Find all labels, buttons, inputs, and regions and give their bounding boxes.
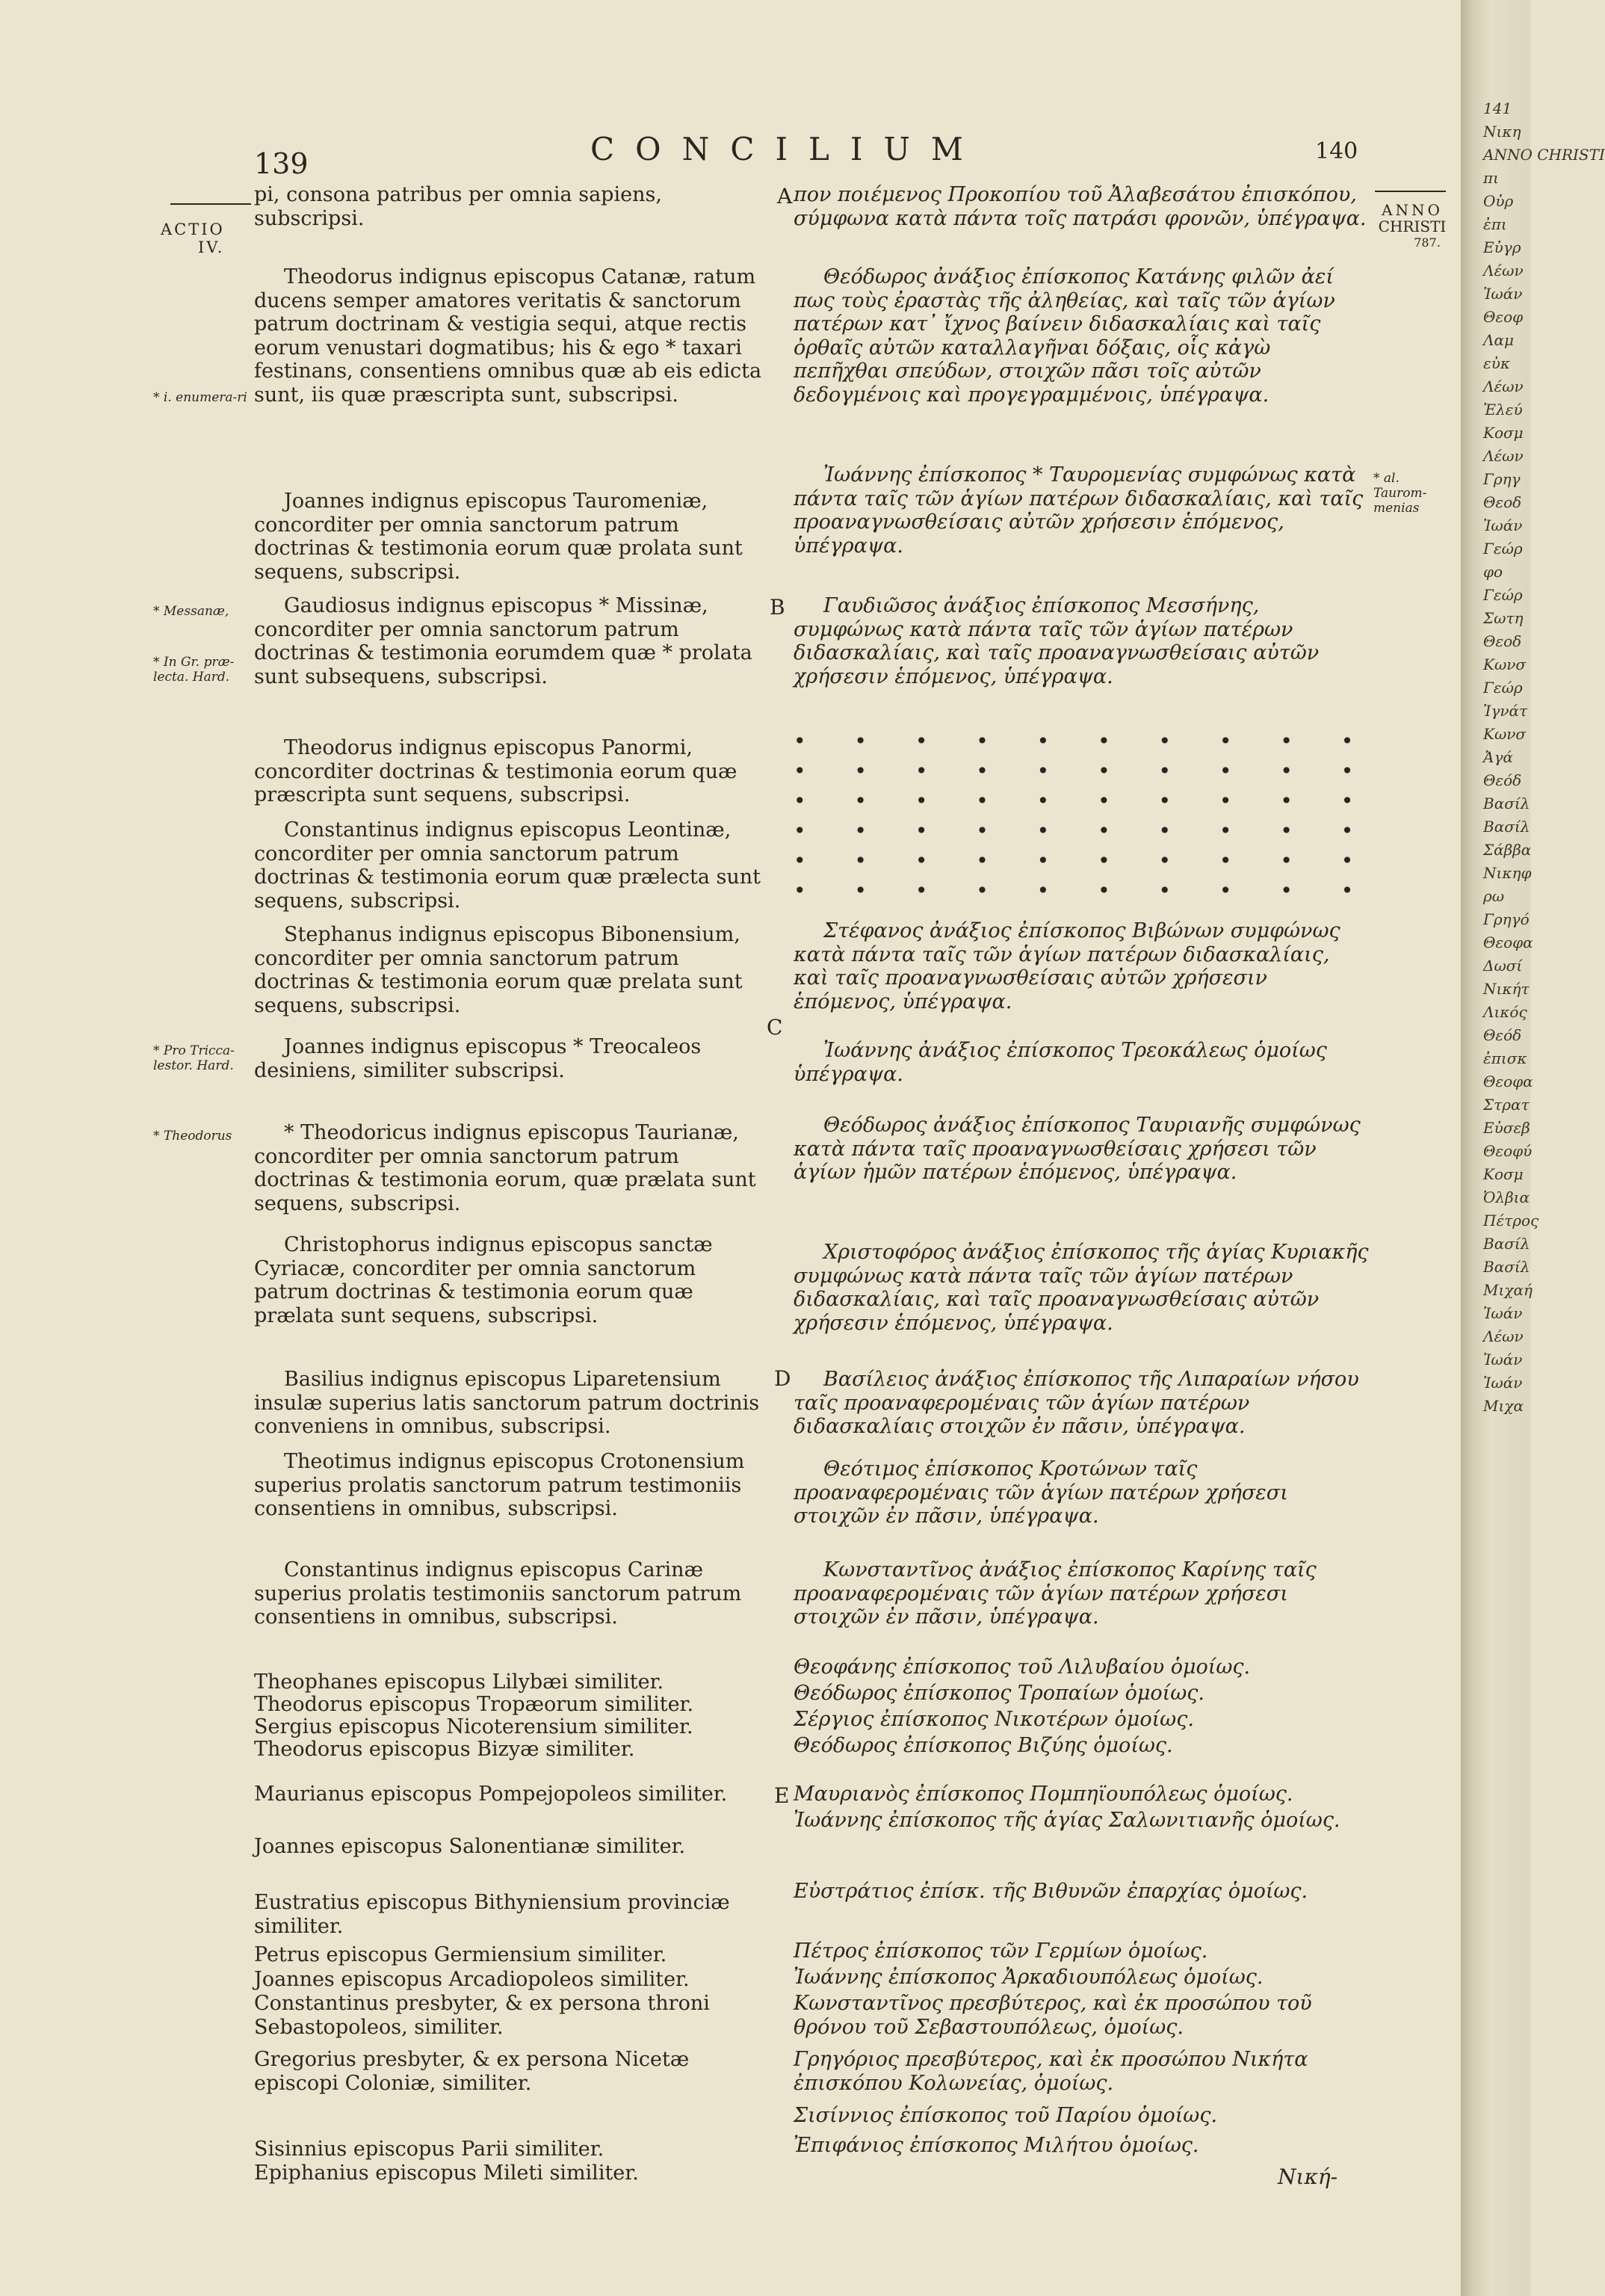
next-page-fragment: Κωνσ [1483,725,1527,743]
next-page-fragment: ἐπισκ [1483,1049,1527,1067]
latin-paragraph: Epiphanius episcopus Mileti similiter. [254,2161,639,2185]
next-page-fragment: Ἰγνάτ [1483,702,1528,720]
latin-paragraph: Theophanes episcopus Lilybæi similiter. [254,1670,664,1694]
actio-label: ACTIO IV. [161,220,225,256]
dot-row: • • • • • • • • • • [794,729,1354,753]
next-page-fragment: Γεώρ [1483,586,1523,604]
section-marker-b: B [770,595,785,620]
next-page-fragment: Γεώρ [1483,540,1523,558]
next-page-fragment: Στρατ [1483,1096,1530,1114]
greek-paragraph: Χριστοφόρος ἀνάξιος ἐπίσκοπος τῆς ἁγίας Κυριακῆς συμφώνως κατὰ πάντα ταῖς τῶν ἁγίων πατέρων διδασκαλίαις, καὶ ταῖς προαναγνωσθείσαις αὐτῶν χρήσεσιν ἑπόμενος, ὑπέγραψα. [794,1241,1369,1335]
latin-paragraph: Theodorus indignus episcopus Catanæ, ratum ducens semper amatores veritatis & sanctorum patrum doctrinam & vestigia sequi, atque rectis eorum venustari dogmatibus; his & ego * taxari festinans, consentiens omnibus quæ ab eis edicta sunt, iis quæ præscripta sunt, subscripsi. [254,265,762,407]
next-page-fragment: Κωνσ [1483,655,1527,673]
anno-christi-label: ANNO CHRISTI 787. [1378,201,1447,250]
greek-paragraph: πον ποιέμενος Προκοπίου τοῦ Ἀλαβεσάτου ἐπισκόπου, σύμφωνα κατὰ πάντα τοῖς πατράσι φρονῶν, ὑπέγραψα. [794,183,1367,230]
section-marker-a: A [777,184,793,209]
header-rule-right [1375,191,1446,192]
next-page-fragment: Δωσί [1483,957,1523,975]
margin-note: * Theodorus [153,1129,232,1144]
latin-paragraph: Eustratius episcopus Bithyniensium provinciæ similiter. [254,1891,730,1938]
greek-paragraph: Θεόδωρος ἐπίσκοπος Βιζύης ὁμοίως. [794,1734,1173,1757]
next-page-fragment: Σωτη [1483,609,1524,627]
latin-paragraph: * Theodoricus indignus episcopus Taurianæ, concorditer per omnia sanctorum patrum doctrinas & testimonia eorum, quæ prælata sunt sequens, subscripsi. [254,1121,756,1215]
greek-paragraph: Κωνσταντῖνος ἀνάξιος ἐπίσκοπος Καρίνης ταῖς προαναφερομέναις τῶν ἁγίων πατέρων χρήσεσι στοιχῶν ἐν πᾶσιν, ὑπέγραψα. [794,1558,1317,1629]
next-page-fragment: Βασίλ [1483,1258,1530,1276]
greek-paragraph: Ἰωάννης ἐπίσκοπος * Ταυρομενίας συμφώνως κατὰ πάντα ταῖς τῶν ἁγίων πατέρων διδασκαλίαις, καὶ ταῖς προαναγνωσθείσαις αὐτῶν χρήσεσιν ἑπόμενος, ὑπέγραψα. [794,463,1364,558]
page-title: CONCILIUM [590,131,984,167]
page-number-left: 139 [254,147,309,180]
latin-paragraph: Theodorus indignus episcopus Panormi, concorditer doctrinas & testimonia eorum quæ præscripta sunt sequens, subscripsi. [254,736,737,806]
next-page-fragment: Ἰωάν [1483,1351,1523,1368]
latin-paragraph: Constantinus indignus episcopus Carinæ superius prolatis testimoniis sanctorum patrum consentiens in omnibus, subscripsi. [254,1558,742,1629]
next-page-fragment: Πέτρος [1483,1212,1539,1229]
next-page-fragment: Ὀλβια [1483,1188,1530,1206]
latin-paragraph: Gaudiosus indignus episcopus * Missinæ, concorditer per omnia sanctorum patrum doctrinas & testimonia eorumdem quæ * prolata sunt subsequens, subscripsi. [254,594,752,688]
next-page-fragment: Νικηφ [1483,864,1532,882]
page-number-right: 140 [1315,138,1358,164]
next-page-fragment: Ἰωάν [1483,1304,1523,1322]
greek-paragraph: Σέργιος ἐπίσκοπος Νικοτέρων ὁμοίως. [794,1708,1194,1731]
latin-paragraph: Theodorus episcopus Tropæorum similiter. [254,1693,694,1716]
page-header [0,131,1461,180]
next-page-fragment: Εὐγρ [1483,238,1521,256]
next-page-fragment: Νικη [1483,123,1521,141]
margin-note: * Pro Tricca-lestor. Hard. [153,1043,235,1073]
latin-paragraph: Theotimus indignus episcopus Crotonensium superius prolatis sanctorum patrum testimoniis consentiens in omnibus, subscripsi. [254,1450,745,1520]
next-page-fragment: ANNO CHRISTI [1483,146,1605,164]
margin-note: * In Gr. præ-lecta. Hard. [153,655,235,685]
next-page-fragment: Ἐλεύ [1483,401,1523,419]
greek-paragraph: Εὐστράτιος ἐπίσκ. τῆς Βιθυνῶν ἐπαρχίας ὁμοίως. [794,1880,1308,1903]
next-page-fragment: εὐκ [1483,354,1511,372]
greek-paragraph: Θεόδωρος ἐπίσκοπος Τροπαίων ὁμοίως. [794,1682,1204,1705]
greek-paragraph: Πέτρος ἐπίσκοπος τῶν Γερμίων ὁμοίως. [794,1939,1208,1963]
greek-paragraph: Ἰωάννης ἐπίσκοπος τῆς ἁγίας Σαλωνιτιανῆς ὁμοίως. [794,1809,1340,1832]
section-marker-e: E [774,1783,790,1808]
next-page-fragment: Μιχα [1483,1397,1524,1415]
next-page-fragment: Γρηγό [1483,910,1530,928]
next-page-fragment: πι [1483,169,1499,187]
greek-paragraph: Γρηγόριος πρεσβύτερος, καὶ ἐκ προσώπου Νικήτα ἐπισκόπου Κολωνείας, ὁμοίως. [794,2048,1308,2095]
latin-paragraph: Joannes indignus episcopus Tauromeniæ, concorditer per omnia sanctorum patrum doctrinas & testimonia eorum quæ prolata sunt sequens, subscripsi. [254,490,743,584]
next-page-fragment: Λαμ [1483,331,1514,349]
next-page-fragment: Θεοφα [1483,933,1533,951]
dot-row: • • • • • • • • • • [794,848,1354,873]
latin-paragraph: Joannes indignus episcopus * Treocaleos desiniens, similiter subscripsi. [254,1035,702,1082]
latin-paragraph: Theodorus episcopus Bizyæ similiter. [254,1738,635,1761]
next-page-fragment: Ἰωάν [1483,1374,1523,1392]
next-page-fragment: Θεοδ [1483,493,1522,511]
dot-row: • • • • • • • • • • [794,789,1354,813]
next-page-fragment: Θεόδ [1483,1026,1522,1044]
greek-paragraph: Κωνσταντῖνος πρεσβύτερος, καὶ ἐκ προσώπου τοῦ θρόνου τοῦ Σεβαστουπόλεως, ὁμοίως. [794,1992,1312,2039]
next-page-fragment: Ἰωάν [1483,285,1523,303]
catchword: Νική- [1278,2164,1338,2189]
margin-note: * Messanæ, [153,604,229,619]
greek-paragraph: Στέφανος ἀνάξιος ἐπίσκοπος Βιβώνων συμφώνως κατὰ πάντα ταῖς τῶν ἁγίων πατέρων διδασκαλίαις, καὶ ταῖς προαναγνωσθείσαις αὐτῶν χρήσεσιν ἑπόμενος, ὑπέγραψα. [794,919,1340,1013]
latin-paragraph: Petrus episcopus Germiensium similiter. [254,1943,667,1966]
latin-paragraph: Christophorus indignus episcopus sanctæ Cyriacæ, concorditer per omnia sanctorum patrum doctrinas & testimonia eorum quæ prælata sunt sequens, subscripsi. [254,1233,713,1327]
greek-paragraph: Θεόδωρος ἀνάξιος ἐπίσκοπος Ταυριανῆς συμφώνως κατὰ πάντα ταῖς προαναγνωσθείσαις χρήσεσι τῶν ἁγίων ἡμῶν πατέρων ἑπόμενος, ὑπέγραψα. [794,1114,1361,1184]
latin-paragraph: Stephanus indignus episcopus Bibonensium, concorditer per omnia sanctorum patrum doctrinas & testimonia eorum quæ prelata sunt sequens, subscripsi. [254,923,743,1017]
next-page-fragment: Λέων [1483,262,1524,280]
greek-paragraph: Ἰωάννης ἐπίσκοπος Ἀρκαδιουπόλεως ὁμοίως. [794,1966,1264,1989]
next-page-fragment: 141 [1483,99,1512,117]
next-page-fragment: Λέων [1483,1327,1524,1345]
next-page-fragment: Λέων [1483,447,1524,465]
next-page-fragment: Θεοφύ [1483,1142,1533,1160]
next-page-fragment: Γρηγ [1483,470,1521,488]
next-page-fragment: Οὐρ [1483,192,1514,210]
dot-row: • • • • • • • • • • [794,878,1354,903]
next-page-fragment: Κοσμ [1483,1165,1524,1183]
greek-paragraph: Θεόδωρος ἀνάξιος ἐπίσκοπος Κατάνης φιλῶν ἀεί πως τοὺς ἐραστὰς τῆς ἀληθείας, καὶ ταῖς τῶν ἁγίων πατέρων κατ᾽ ἴχνος βαίνειν διδασκαλίαις καὶ ταῖς ὀρθαῖς αὐτῶν καταλλαγῆναι δόξαις, οἷς κἀγὼ πεπῆχθαι σπεύδων, στοιχῶν πᾶσι τοῖς αὐτῶν δεδογμένοις καὶ προγεγραμμένοις, ὑπέγραψα. [794,265,1335,407]
greek-paragraph: Σισίννιος ἐπίσκοπος τοῦ Παρίου ὁμοίως. [794,2104,1218,2127]
latin-paragraph: Joannes episcopus Arcadiopoleos similiter. [254,1968,690,1991]
margin-note: * al. Taurom-menias [1373,471,1427,516]
next-page-fragment: Ἰωάν [1483,516,1523,534]
greek-paragraph: Μαυριανὸς ἐπίσκοπος Πομπηϊουπόλεως ὁμοίως. [794,1783,1293,1806]
next-page-fragment: Βασίλ [1483,818,1530,836]
greek-paragraph: Ἰωάννης ἀνάξιος ἐπίσκοπος Τρεοκάλεως ὁμοίως ὑπέγραψα. [794,1039,1327,1086]
greek-paragraph: Γαυδιῶσος ἀνάξιος ἐπίσκοπος Μεσσήνης, συμφώνως κατὰ πάντα ταῖς τῶν ἁγίων πατέρων διδασκαλίαις, καὶ ταῖς προαναγνωσθείσαις αὐτῶν χρήσεσιν ἑπόμενος, ὑπέγραψα. [794,594,1320,688]
next-page-fragment: Θεοφα [1483,1073,1533,1090]
next-page-fragment: Γεώρ [1483,679,1523,697]
next-page-fragment: Κοσμ [1483,424,1524,442]
next-page-fragment: Ἀγά [1483,748,1513,766]
next-page-fragment: Λικός [1483,1003,1527,1021]
dot-row: • • • • • • • • • • [794,759,1354,783]
next-page-fragment: Θεοδ [1483,632,1522,650]
greek-paragraph: Ἐπιφάνιος ἐπίσκοπος Μιλήτου ὁμοίως. [794,2134,1199,2157]
greek-paragraph: Θεότιμος ἐπίσκοπος Κροτώνων ταῖς προαναφερομέναις τῶν ἁγίων πατέρων χρήσεσι στοιχῶν ἐν πᾶσιν, ὑπέγραψα. [794,1457,1288,1528]
latin-paragraph: Constantinus indignus episcopus Leontinæ, concorditer per omnia sanctorum patrum doctrinas & testimonia eorum quæ prælecta sunt sequens, subscripsi. [254,818,761,913]
next-page-fragment: Βασίλ [1483,794,1530,812]
section-marker-c: C [767,1015,783,1040]
latin-paragraph: Gregorius presbyter, & ex persona Nicetæ episcopi Coloniæ, similiter. [254,2048,690,2095]
greek-paragraph: Βασίλειος ἀνάξιος ἐπίσκοπος τῆς Λιπαραίων νήσου ταῖς προαναφερομέναις τῶν ἁγίων πατέρων διδασκαλίαις στοιχῶν ἐν πᾶσιν, ὑπέγραψα. [794,1368,1359,1438]
next-page-fragment: Θεόδ [1483,771,1522,789]
latin-paragraph: Joannes episcopus Salonentianæ similiter. [254,1835,686,1858]
latin-paragraph: Maurianus episcopus Pompejopoleos similiter. [254,1783,728,1806]
next-page-fragment: Βασίλ [1483,1235,1530,1253]
latin-paragraph: pi, consona patribus per omnia sapiens, subscripsi. [254,183,662,230]
dot-row: • • • • • • • • • • [794,818,1354,843]
next-page-fragment: Λέων [1483,377,1524,395]
greek-paragraph: Θεοφάνης ἐπίσκοπος τοῦ Λιλυβαίου ὁμοίως. [794,1655,1251,1679]
next-page-fragment: φο [1483,563,1503,581]
next-page-edge [1461,0,1605,2296]
latin-paragraph: Basilius indignus episcopus Liparetensium insulæ superius latis sanctorum patrum doctrinis conveniens in omnibus, subscripsi. [254,1368,760,1438]
next-page-fragment: ρω [1483,887,1505,905]
section-marker-d: D [774,1366,791,1391]
latin-paragraph: Sisinnius episcopus Parii similiter. [254,2138,604,2161]
next-page-fragment: Εὐσεβ [1483,1119,1530,1137]
latin-paragraph: Constantinus presbyter, & ex persona throni Sebastopoleos, similiter. [254,1992,710,2039]
next-page-fragment: Μιχαή [1483,1281,1533,1299]
next-page-fragment: Νικήτ [1483,980,1530,998]
next-page-fragment: Θεοφ [1483,308,1524,326]
margin-note: * i. enumera-ri [153,390,247,405]
next-page-fragment: ἐπι [1483,215,1507,233]
next-page-fragment: Σάββα [1483,841,1532,859]
latin-paragraph: Sergius episcopus Nicoterensium similiter. [254,1715,693,1738]
lacuna-dots [794,729,1369,908]
header-rule-left [170,203,251,205]
